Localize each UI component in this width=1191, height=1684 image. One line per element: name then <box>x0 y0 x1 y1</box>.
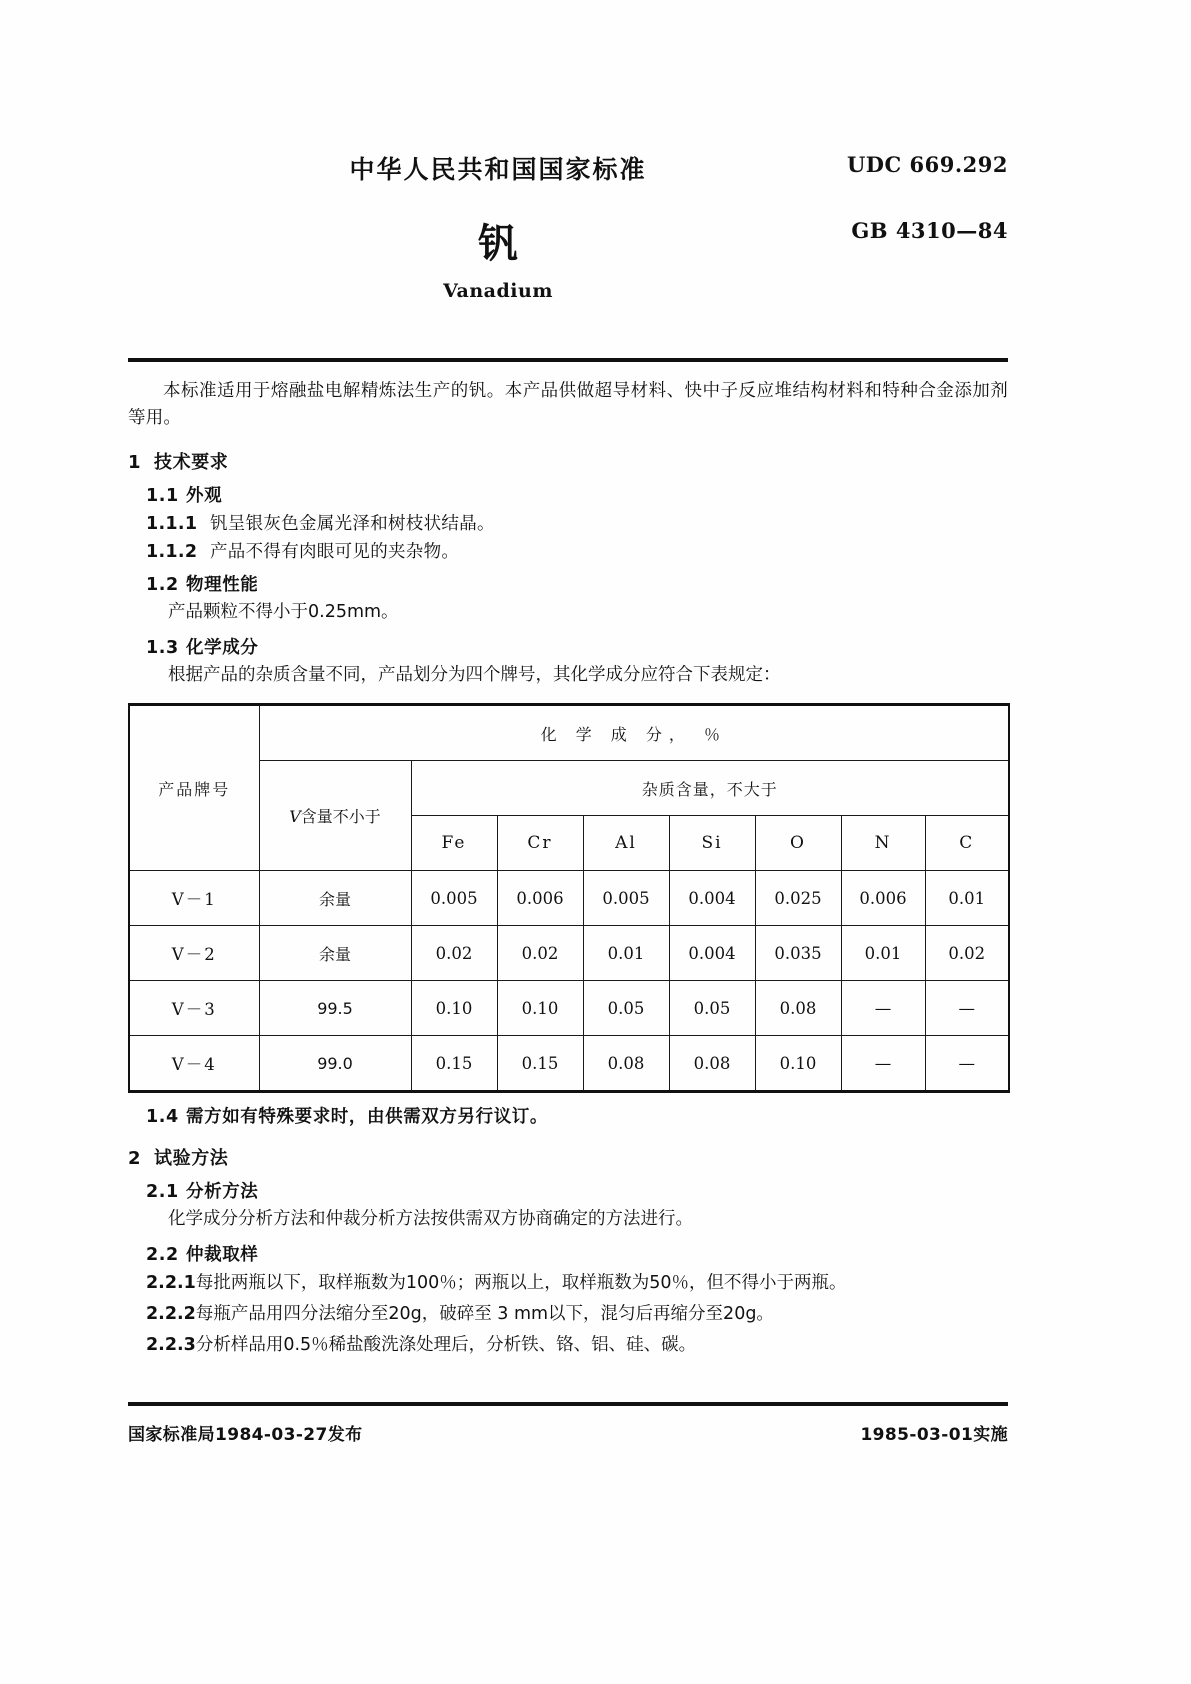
section-2-2-3 <box>128 1332 1008 1359</box>
footer-divider <box>128 1402 1008 1406</box>
section-heading-2 <box>128 1144 1008 1170</box>
cell-n: — <box>841 1036 925 1092</box>
section-number: 2.1 <box>146 1182 179 1202</box>
section-2-2-1 <box>128 1270 1008 1297</box>
table-row <box>129 981 1009 1036</box>
section-heading-2-2 <box>128 1241 1008 1266</box>
page-title: 钒 <box>478 221 518 267</box>
section-title: 物理性能 <box>186 575 259 595</box>
header-cell-v-label: 含量不小于 <box>300 807 381 826</box>
section-number: 1.4 <box>146 1107 179 1127</box>
cell-brand: V－2 <box>129 926 259 981</box>
section-heading-2-1 <box>128 1178 1008 1203</box>
document-body <box>128 378 1008 1363</box>
section-number: 2.2.1 <box>146 1273 196 1293</box>
section-heading-1-1-2 <box>128 538 1008 563</box>
section-number: 1.1.1 <box>146 514 198 534</box>
chemical-composition-table <box>128 703 1010 1093</box>
cell-c: — <box>925 1036 1009 1092</box>
cell-c: 0.01 <box>925 871 1009 926</box>
section-number: 1.2 <box>146 575 179 595</box>
document-header <box>128 140 1008 340</box>
section-number: 2.2.2 <box>146 1304 196 1324</box>
section-title: 外观 <box>186 486 223 506</box>
cell-fe: 0.005 <box>411 871 497 926</box>
section-number: 1.1.2 <box>146 542 198 562</box>
cell-brand: V－1 <box>129 871 259 926</box>
cell-v-content: 余量 <box>259 871 411 926</box>
section-2-1-text: 化学成分分析方法和仲裁分析方法按供需双方协商确定的方法进行。 <box>168 1209 693 1229</box>
section-text: 分析样品用0.5％稀盐酸洗涤处理后，分析铁、铬、铝、硅、碳。 <box>195 1335 697 1355</box>
section-text: 需方如有特殊要求时，由供需双方另行议订。 <box>186 1107 548 1127</box>
udc-code: UDC 669.292 <box>846 152 1008 177</box>
header-cell-chemical-composition: 化 学 成 分， ％ <box>259 705 1009 761</box>
cell-c: 0.02 <box>925 926 1009 981</box>
cell-v-content: 99.5 <box>259 981 411 1036</box>
table-header-row-group <box>129 705 1009 761</box>
section-number: 2.2 <box>146 1245 179 1265</box>
cell-si: 0.05 <box>669 981 755 1036</box>
header-cell-element-n: N <box>841 816 925 871</box>
table-row <box>129 871 1009 926</box>
cell-brand: V－4 <box>129 1036 259 1092</box>
standard-number: GB 4310—84 <box>851 218 1008 243</box>
section-1-2-text: 产品颗粒不得小于0.25mm。 <box>168 602 399 622</box>
cell-v-content: 99.0 <box>259 1036 411 1092</box>
cell-fe: 0.15 <box>411 1036 497 1092</box>
header-cell-impurity-content: 杂质含量，不大于 <box>411 761 1009 816</box>
cell-si: 0.004 <box>669 871 755 926</box>
cell-c: — <box>925 981 1009 1036</box>
section-number: 2 <box>128 1148 142 1169</box>
chemical-composition-table-wrapper <box>128 703 1008 1093</box>
footer-effective-date: 1985-03-01实施 <box>860 1425 1008 1445</box>
header-divider <box>128 358 1008 362</box>
table-header-row-impurity <box>129 761 1009 816</box>
section-text: 产品不得有肉眼可见的夹杂物。 <box>210 542 460 562</box>
standard-organization-title: 中华人民共和国国家标准 <box>349 155 647 184</box>
section-title: 试验方法 <box>154 1148 229 1169</box>
section-title: 化学成分 <box>186 638 259 658</box>
section-heading-1-2 <box>128 571 1008 596</box>
table-row <box>129 1036 1009 1092</box>
section-2-2-2 <box>128 1301 1008 1328</box>
element-symbol-v: V <box>289 807 301 826</box>
cell-cr: 0.02 <box>497 926 583 981</box>
section-1-3-text: 根据产品的杂质含量不同，产品划分为四个牌号，其化学成分应符合下表规定： <box>168 665 781 685</box>
section-heading-1-1-1 <box>128 510 1008 535</box>
header-cell-element-c: C <box>925 816 1009 871</box>
cell-cr: 0.15 <box>497 1036 583 1092</box>
cell-n: — <box>841 981 925 1036</box>
cell-fe: 0.10 <box>411 981 497 1036</box>
header-cell-v-content <box>259 761 411 871</box>
cell-o: 0.08 <box>755 981 841 1036</box>
section-number: 1 <box>128 452 142 473</box>
cell-brand: V－3 <box>129 981 259 1036</box>
section-text: 每瓶产品用四分法缩分至20g，破碎至 3 mm以下，混匀后再缩分至20g。 <box>195 1304 774 1324</box>
section-number: 1.3 <box>146 638 179 658</box>
cell-cr: 0.006 <box>497 871 583 926</box>
section-number: 2.2.3 <box>146 1335 196 1355</box>
footer-issued-date: 国家标准局1984-03-27发布 <box>128 1425 363 1445</box>
section-heading-1 <box>128 448 1008 474</box>
section-title: 分析方法 <box>186 1182 259 1202</box>
header-cell-element-fe: Fe <box>411 816 497 871</box>
header-cell-brand: 产品牌号 <box>129 705 259 871</box>
cell-cr: 0.10 <box>497 981 583 1036</box>
section-heading-1-1 <box>128 482 1008 507</box>
section-text: 钒呈银灰色金属光泽和树枝状结晶。 <box>210 514 495 534</box>
cell-n: 0.006 <box>841 871 925 926</box>
document-footer <box>128 1420 1008 1445</box>
cell-al: 0.05 <box>583 981 669 1036</box>
cell-v-content: 余量 <box>259 926 411 981</box>
cell-fe: 0.02 <box>411 926 497 981</box>
cell-si: 0.08 <box>669 1036 755 1092</box>
header-cell-element-al: Al <box>583 816 669 871</box>
section-title: 技术要求 <box>154 452 229 473</box>
section-number: 1.1 <box>146 486 179 506</box>
section-text: 每批两瓶以下，取样瓶数为100％；两瓶以上，取样瓶数为50％，但不得小于两瓶。 <box>195 1273 847 1293</box>
cell-o: 0.025 <box>755 871 841 926</box>
table-row <box>129 926 1009 981</box>
cell-o: 0.035 <box>755 926 841 981</box>
section-heading-1-4 <box>128 1103 1008 1128</box>
cell-al: 0.005 <box>583 871 669 926</box>
header-cell-element-cr: Cr <box>497 816 583 871</box>
header-cell-element-si: Si <box>669 816 755 871</box>
section-heading-1-3 <box>128 634 1008 659</box>
cell-si: 0.004 <box>669 926 755 981</box>
cell-al: 0.08 <box>583 1036 669 1092</box>
section-title: 仲裁取样 <box>186 1245 259 1265</box>
header-cell-element-o: O <box>755 816 841 871</box>
cell-o: 0.10 <box>755 1036 841 1092</box>
cell-al: 0.01 <box>583 926 669 981</box>
cell-n: 0.01 <box>841 926 925 981</box>
scope-paragraph: 本标准适用于熔融盐电解精炼法生产的钒。本产品供做超导材料、快中子反应堆结构材料和特种合金添加剂等用。 <box>128 381 1008 428</box>
page-title-english: Vanadium <box>443 280 553 302</box>
